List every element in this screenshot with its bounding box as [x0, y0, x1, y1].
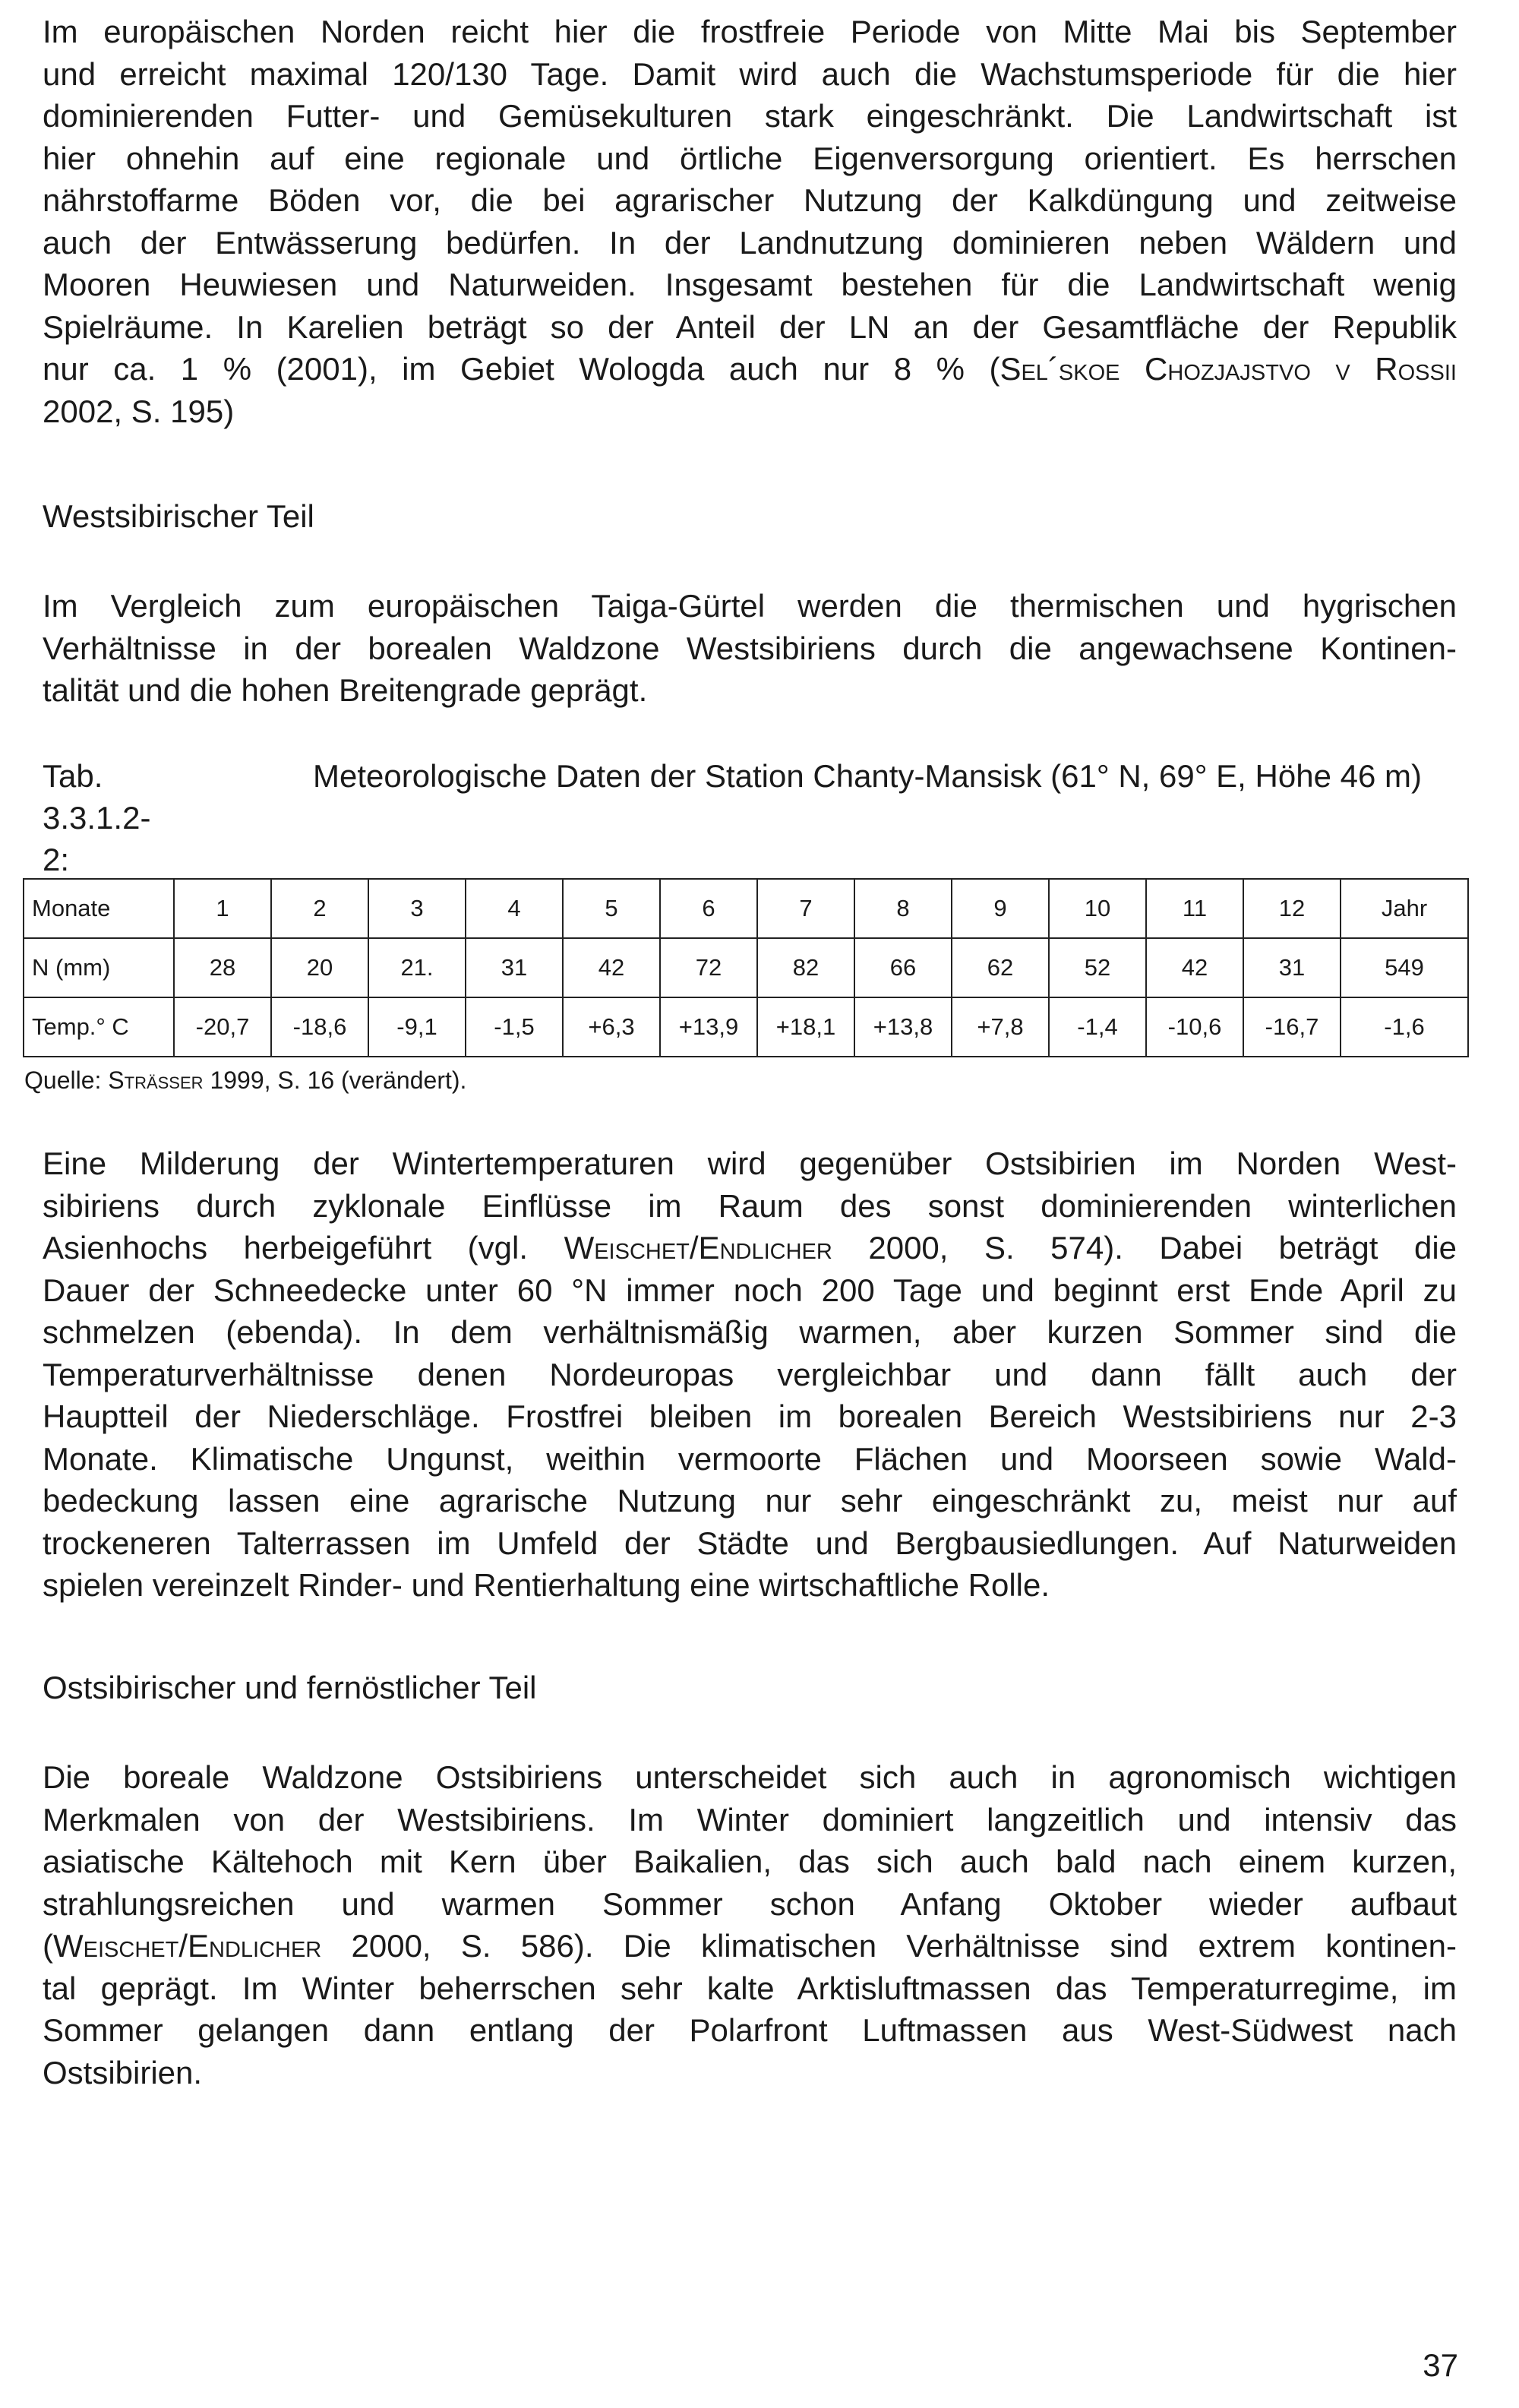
source-rest: 1999, S. 16 (verändert). — [203, 1067, 467, 1094]
table-cell: +13,9 — [660, 997, 757, 1057]
text: 2000, S. 574). Dabei beträgt die — [832, 1230, 1457, 1266]
section-heading-westsibirien: Westsibirischer Teil — [43, 498, 314, 534]
citation: Weischet/Endlicher — [53, 1928, 322, 1964]
table-cell: +7,8 — [952, 997, 1049, 1057]
text-line: auch der Entwässerung bedürfen. In der Landnutzung dominieren neben Wäldern und — [43, 224, 1457, 261]
citation: Weischet/Endlicher — [564, 1230, 832, 1266]
table-cell: 6 — [660, 879, 757, 938]
text-line: Hauptteil der Niederschläge. Frostfrei bleiben im borealen Bereich Westsibiriens nur 2-3 — [43, 1398, 1457, 1434]
text-line: talität und die hohen Breitengrade geprägt. — [43, 672, 648, 708]
table-cell: 11 — [1146, 879, 1243, 938]
table-cell: 42 — [563, 938, 660, 997]
table-cell: Jahr — [1341, 879, 1468, 938]
text: ( — [43, 1928, 53, 1964]
table-cell: -1,4 — [1049, 997, 1146, 1057]
caption-text: Meteorologische Daten der Station Chanty-Mansisk (61° N, 69° E, Höhe 46 m) — [313, 758, 1422, 794]
paragraph-ostsibirien — [43, 1756, 1457, 2094]
table-cell: 52 — [1049, 938, 1146, 997]
table-cell: -18,6 — [271, 997, 368, 1057]
text-line: Temperaturverhältnisse denen Nordeuropas vergleichbar und dann fällt auch der — [43, 1356, 1457, 1392]
text-line: 2002, S. 195) — [43, 393, 235, 429]
table-cell: 4 — [466, 879, 563, 938]
text-line: spielen vereinzelt Rinder- und Rentierhaltung eine wirtschaftliche Rolle. — [43, 1567, 1050, 1603]
text-line: tal geprägt. Im Winter beherrschen sehr kalte Arktisluftmassen das Temperaturregime, im — [43, 1970, 1457, 2006]
citation: Sel´skoe Chozjajstvo v Rossii — [1000, 351, 1457, 387]
table-cell: 72 — [660, 938, 757, 997]
text-line: hier ohnehin auf eine regionale und örtliche Eigenversorgung orientiert. Es herrschen — [43, 140, 1457, 176]
text-line: sibiriens durch zyklonale Einflüsse im Raum des sonst dominierenden winterlichen — [43, 1187, 1457, 1224]
table-cell: -9,1 — [368, 997, 466, 1057]
text: Asienhochs herbeigeführt (vgl. — [43, 1230, 564, 1266]
table-cell: 42 — [1146, 938, 1243, 997]
table-cell: 5 — [563, 879, 660, 938]
table-cell: -1,6 — [1341, 997, 1468, 1057]
table-cell: +18,1 — [757, 997, 854, 1057]
table-cell: 7 — [757, 879, 854, 938]
table-cell: -16,7 — [1243, 997, 1341, 1057]
table-cell: 31 — [466, 938, 563, 997]
text-line: nährstoffarme Böden vor, die bei agrarischer Nutzung der Kalkdüngung und zeitweise — [43, 182, 1457, 218]
table-row — [24, 938, 1468, 997]
text-line: Spielräume. In Karelien beträgt so der Anteil der LN an der Gesamtfläche der Republik — [43, 308, 1457, 345]
text-line — [43, 1925, 1457, 1967]
text-line — [43, 1227, 1457, 1269]
table-row — [24, 879, 1468, 938]
paragraph-westsibirien-climate — [43, 1142, 1457, 1607]
source-prefix: Quelle: — [24, 1067, 109, 1094]
table-source — [24, 1067, 466, 1095]
table-cell: -20,7 — [174, 997, 271, 1057]
text-line: Eine Milderung der Wintertemperaturen wird gegenüber Ostsibirien im Norden West- — [43, 1146, 1457, 1181]
row-header-cell: N (mm) — [24, 938, 174, 997]
text-line: Mooren Heuwiesen und Naturweiden. Insgesamt bestehen für die Landwirtschaft wenig — [43, 267, 1457, 302]
table-cell: 1 — [174, 879, 271, 938]
table-cell: 3 — [368, 879, 466, 938]
table-cell: 549 — [1341, 938, 1468, 997]
text-line: Monate. Klimatische Ungunst, weithin vermoorte Flächen und Moorseen sowie Wald- — [43, 1440, 1457, 1477]
text-line: bedeckung lassen eine agrarische Nutzung nur sehr eingeschränkt zu, meist nur auf — [43, 1483, 1457, 1518]
climate-data-table — [23, 878, 1469, 1057]
text: nur ca. 1 % (2001), im Gebiet Wologda auch nur 8 % ( — [43, 351, 1000, 387]
text-line: dominierenden Futter- und Gemüsekulturen stark eingeschränkt. Die Landwirtschaft ist — [43, 98, 1457, 134]
text-line: Sommer gelangen dann entlang der Polarfront Luftmassen aus West-Südwest nach — [43, 2012, 1457, 2048]
table-cell: 21. — [368, 938, 466, 997]
table-cell: 31 — [1243, 938, 1341, 997]
table-cell: 62 — [952, 938, 1049, 997]
table-row — [24, 997, 1468, 1057]
text-line: strahlungsreichen und warmen Sommer schon Anfang Oktober wieder aufbaut — [43, 1885, 1457, 1922]
table-cell: 20 — [271, 938, 368, 997]
paragraph-european-north — [43, 11, 1457, 432]
text-line: Merkmalen von der Westsibiriens. Im Winter dominiert langzeitlich und intensiv das — [43, 1801, 1457, 1838]
text-line: Die boreale Waldzone Ostsibiriens unterscheidet sich auch in agronomisch wichtigen — [43, 1759, 1457, 1795]
text-line: trockeneren Talterrassen im Umfeld der Städte und Bergbausiedlungen. Auf Naturweiden — [43, 1525, 1457, 1561]
text: 2000, S. 586). Die klimatischen Verhältnisse sind extrem kontinen- — [321, 1928, 1457, 1964]
paragraph-westsibirien-intro — [43, 585, 1457, 712]
source-author: Sträßer — [108, 1067, 204, 1094]
page-number: 37 — [1423, 2347, 1458, 2383]
table-cell: 2 — [271, 879, 368, 938]
text-line: schmelzen (ebenda). In dem verhältnismäßig warmen, aber kurzen Sommer sind die — [43, 1314, 1457, 1350]
table-cell: 8 — [854, 879, 952, 938]
text-line: Dauer der Schneedecke unter 60 °N immer noch 200 Tage und beginnt erst Ende April zu — [43, 1272, 1457, 1308]
text-line: asiatische Kältehoch mit Kern über Baikalien, das sich auch bald nach einem kurzen, — [43, 1844, 1457, 1879]
caption-label: Tab. 3.3.1.2-2: — [43, 758, 151, 877]
table-cell: +6,3 — [563, 997, 660, 1057]
table-cell: 9 — [952, 879, 1049, 938]
row-header-cell: Monate — [24, 879, 174, 938]
text-line: Verhältnisse in der borealen Waldzone Westsibiriens durch die angewachsene Kontinen- — [43, 630, 1457, 666]
text-line: Im europäischen Norden reicht hier die frostfreie Periode von Mitte Mai bis September — [43, 14, 1457, 49]
text-line — [43, 348, 1457, 390]
text-line: und erreicht maximal 120/130 Tage. Damit wird auch die Wachstumsperiode für die hier — [43, 55, 1457, 92]
table-cell: 66 — [854, 938, 952, 997]
section-heading-ostsibirien: Ostsibirischer und fernöstlicher Teil — [43, 1670, 537, 1705]
table-cell: 28 — [174, 938, 271, 997]
table-cell: 12 — [1243, 879, 1341, 938]
table-cell: +13,8 — [854, 997, 952, 1057]
table-cell: -10,6 — [1146, 997, 1243, 1057]
text-line: Ostsibirien. — [43, 2054, 203, 2090]
table-cell: 10 — [1049, 879, 1146, 938]
table-cell: 82 — [757, 938, 854, 997]
table-cell: -1,5 — [466, 997, 563, 1057]
row-header-cell: Temp.° C — [24, 997, 174, 1057]
text-line: Im Vergleich zum europäischen Taiga-Gürtel werden die thermischen und hygrischen — [43, 588, 1457, 624]
